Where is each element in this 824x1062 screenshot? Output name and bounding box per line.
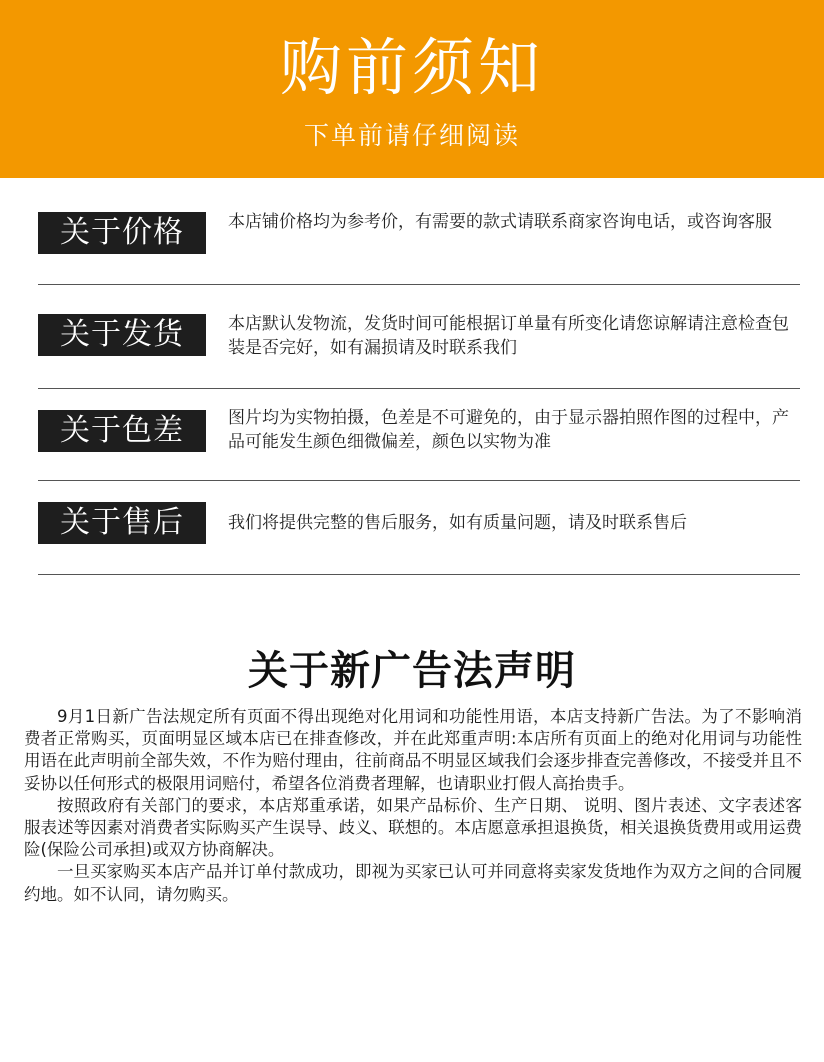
- header-banner: [0, 0, 824, 178]
- notice-label-shipping: 关于发货: [38, 314, 206, 356]
- notice-text-color: 图片均为实物拍摄，色差是不可避免的，由于显示器拍照作图的过程中，产品可能发生颜色细微偏差，颜色以实物为准: [228, 408, 789, 452]
- notice-text-price: 本店铺价格均为参考价，有需要的款式请联系商家咨询电话，或咨询客服: [228, 212, 772, 232]
- divider: [38, 480, 800, 481]
- notice-label-aftersales: 关于售后: [38, 502, 206, 544]
- law-title: 关于新广告法声明: [248, 648, 576, 694]
- notice-label-price: 关于价格: [38, 212, 206, 254]
- divider: [38, 284, 800, 285]
- notice-text-shipping: 本店默认发物流，发货时间可能根据订单量有所变化请您谅解请注意检查包装是否完好，如有漏损请及时联系我们: [228, 314, 789, 358]
- notice-label-color: 关于色差: [38, 410, 206, 452]
- notice-text-aftersales: 我们将提供完整的售后服务，如有质量问题，请及时联系售后: [228, 513, 687, 533]
- law-paragraph-2: 按照政府有关部门的要求，本店郑重承诺，如果产品标价、生产日期、 说明、图片表述、文字表述客服表述等因素对消费者实际购买产生误导、歧义、联想的。本店愿意承担退换货，相关退换货费用或用运费险(保险公司承担)或双方协商解决。: [24, 795, 802, 860]
- law-body: [24, 706, 802, 906]
- page-title: 购前须知: [279, 31, 544, 104]
- page-subtitle: 下单前请仔细阅读: [303, 121, 520, 150]
- divider: [38, 388, 800, 389]
- law-paragraph-3: 一旦买家购买本店产品并订单付款成功，即视为买家已认可并同意将卖家发货地作为双方之间的合同履约地。如不认同，请勿购买。: [24, 862, 802, 904]
- law-paragraph-1: 9月1日新广告法规定所有页面不得出现绝对化用词和功能性用语，本店支持新广告法。为了不影响消费者正常购买，页面明显区域本店已在排查修改，并在此郑重声明:本店所有页面上的绝对化用词与功能性用语在此声明前全部失效，不作为赔付理由，往前商品不明显区域我们会逐步排查完善修改，不接受并且不妥协以任何形式的极限用词赔付，希望各位消费者理解，也请职业打假人高抬贵手。: [24, 707, 802, 793]
- divider: [38, 574, 800, 575]
